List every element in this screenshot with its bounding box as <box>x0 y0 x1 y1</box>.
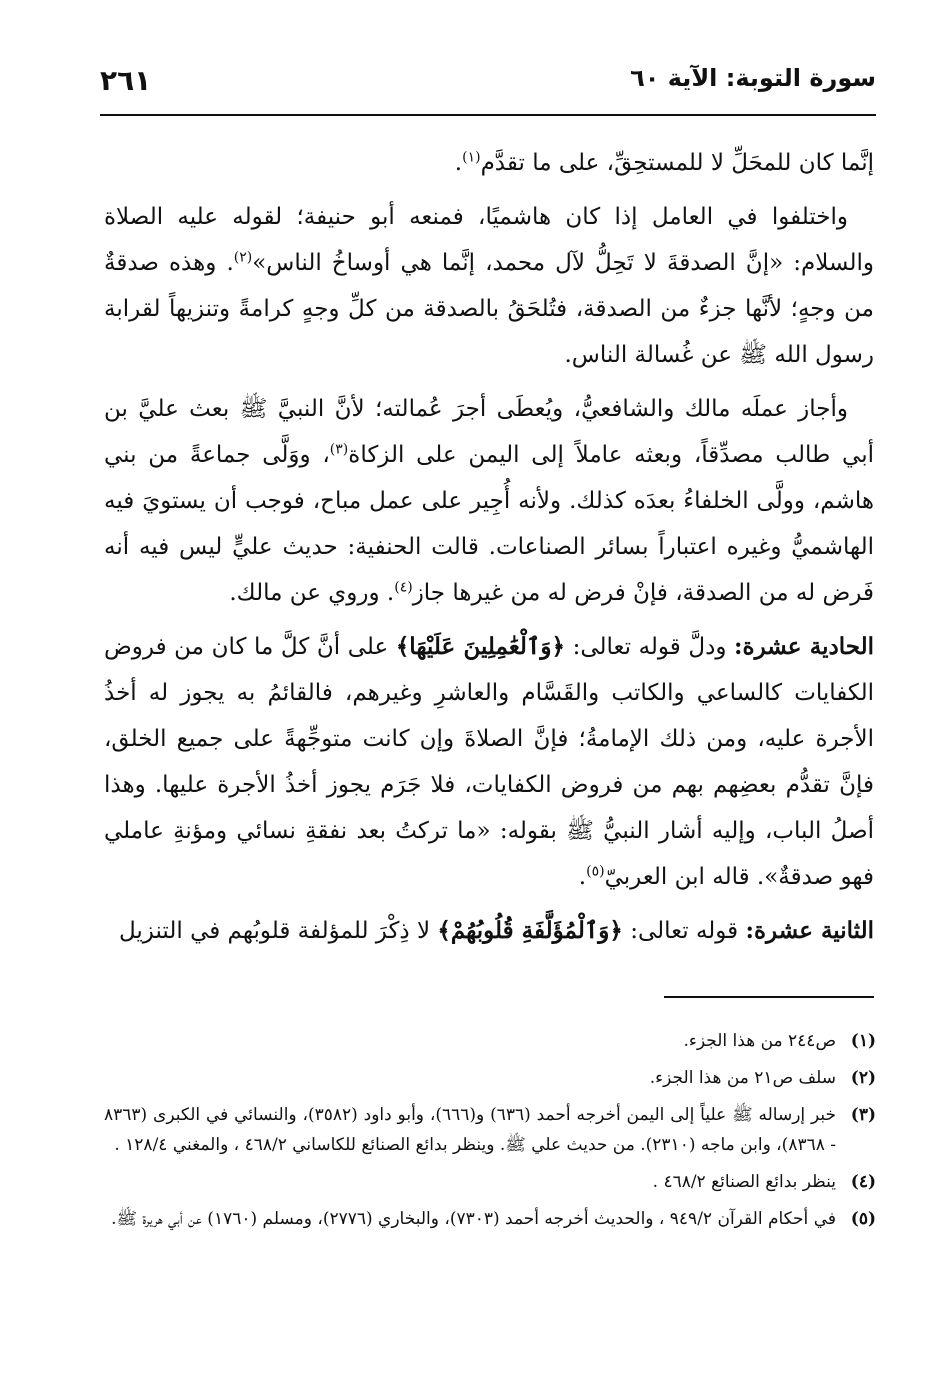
page-number: ٢٦١ <box>100 64 152 97</box>
main-text <box>104 140 874 962</box>
paragraph-text: إنَّما كان للمحَلِّ لا للمستحِقِّ، على ما تقدَّم <box>480 150 874 176</box>
section-lead: الحادية عشرة: <box>734 633 875 660</box>
footnote-5 <box>104 1204 876 1234</box>
footnote-number: (١) <box>850 1031 876 1051</box>
footnote-ref-5[interactable]: (٥) <box>586 863 605 880</box>
paragraph-text: . <box>578 864 587 890</box>
footnote-text: ينظر بدائع الصنائع ٤٦٨/٢ . <box>652 1172 836 1192</box>
header-rule <box>100 114 876 116</box>
paragraph-text: . وروي عن مالك. <box>229 580 395 606</box>
footnote-ref-4[interactable]: (٤) <box>394 579 413 596</box>
footnote-number: (٣) <box>850 1105 876 1125</box>
footnote-rule <box>664 996 874 998</box>
paragraph-text: ، ووَلَّى جماعةً من بني هاشم، وولَّى الخلفاءُ بعدَه كذلك. ولأنه أُجِير على عمل مباح، فوجب أن يستويَ فيه الهاشميُّ وغيره اعتباراً بسائر الصناعات. قالت الحنفية: حديث عليٍّ ليس فيه أنه فَرض له من الصدقة، فإنْ فرض له من غيرها جاز <box>104 442 874 606</box>
footnote-number: (٥) <box>850 1209 876 1229</box>
paragraph-text: واختلفوا في العامل إذا كان هاشميًا، فمنعه أبو حنيفة؛ لقوله عليه الصلاة والسلام: «إنَّ الصدقةَ لا تَحِلُّ لآل محمد، إنَّما هي أوساخُ الناس» <box>104 204 874 276</box>
footnote-ref-3[interactable]: (٣) <box>329 441 349 458</box>
paragraph-text: وأجاز عملَه مالك والشافعيُّ، ويُعطَى أجرَ عُمالته؛ لأنَّ النبيَّ ﷺ بعث عليَّ بن أبي طالب مصدِّقاً، وبعثه عاملاً إلى اليمن على الزكاة <box>104 396 874 468</box>
page-header <box>100 62 876 108</box>
footnotes <box>104 1026 876 1241</box>
quran-quote: ﴿وَٱلْمُؤَلَّفَةِ قُلُوبُهُمْ﴾ <box>437 917 623 944</box>
footnote-text: خبر إرساله ﷺ علياً إلى اليمن أخرجه أحمد (٦٣٦) و(٦٦٦)، وأبو داود (٣٥٨٢)، والنسائي في الكبرى (٨٣٦٣ - ٨٣٦٨)، وابن ماجه (٢٣١٠). من حديث علي ﷺ. وينظر بدائع الصنائع للكاساني ٤٦٨/٢ ، والمغني ١٢٨/٤ . <box>104 1105 836 1155</box>
footnote-number: (٤) <box>850 1172 876 1192</box>
paragraph-4 <box>104 624 874 900</box>
paragraph-text: . <box>454 150 463 176</box>
section-lead: الثانية عشرة: <box>745 917 874 944</box>
paragraph-text: على أنَّ كلَّ ما كان من فروض الكفايات كالساعي والكاتب والقَسَّام والعاشرِ وغيرهم، فالقائمُ به يجوز له أخذُ الأجرة عليه، ومن ذلك الإمامةُ؛ فإنَّ الصلاةَ وإن كانت متوجِّهةً على جميع الخلق، فإنَّ تقدُّم بعضِهم بهم من فروض الكفايات، فلا جَرَم يجوز أخذُ الأجرة عليها. وهذا أصلُ الباب، وإليه أشار النبيُّ ﷺ بقوله: «ما تركتُ بعد نفقةِ نسائي ومؤنةِ عاملي فهو صدقةٌ». قاله ابن العربيّ <box>104 634 874 890</box>
footnote-ref-2[interactable]: (٢) <box>233 249 253 266</box>
footnote-text: ص٢٤٤ من هذا الجزء. <box>683 1031 836 1051</box>
paragraph-text: لا ذِكْرَ للمؤلفة قلوبُهم في التنزيل <box>118 918 438 944</box>
paragraph-text: . وهذه صدقةٌ من وجهٍ؛ لأنَّها جزءٌ من الصدقة، فتُلحَقُ بالصدقة من كلِّ وجهٍ كرامةً وتنزيهاً لقرابة رسول الله ﷺ عن غُسالة الناس. <box>104 250 874 368</box>
footnote-2 <box>104 1063 876 1093</box>
footnote-text: في أحكام القرآن ٩٤٩/٢ ، والحديث أخرجه أحمد (٧٣٠٣)، والبخاري (٢٧٧٦)، ومسلم (١٧٦٠) عن أبي هريرة ﷺ. <box>111 1209 836 1229</box>
paragraph-1 <box>104 140 874 186</box>
footnote-3 <box>104 1100 876 1160</box>
running-head: سورة التوبة: الآية ٦٠ <box>630 64 876 92</box>
quran-quote: ﴿وَٱلْعَٰمِلِينَ عَلَيْهَا﴾ <box>395 633 565 660</box>
paragraph-3 <box>104 386 874 616</box>
paragraph-text: ودلَّ قوله تعالى: <box>565 634 735 660</box>
paragraph-text: قوله تعالى: <box>622 918 746 944</box>
paragraph-2 <box>104 194 874 378</box>
footnote-text: سلف ص٢١ من هذا الجزء. <box>649 1068 836 1088</box>
paragraph-5 <box>104 908 874 954</box>
footnote-1 <box>104 1026 876 1056</box>
footnote-4 <box>104 1167 876 1197</box>
footnote-ref-1[interactable]: (١) <box>462 149 481 166</box>
footnote-number: (٢) <box>850 1068 876 1088</box>
